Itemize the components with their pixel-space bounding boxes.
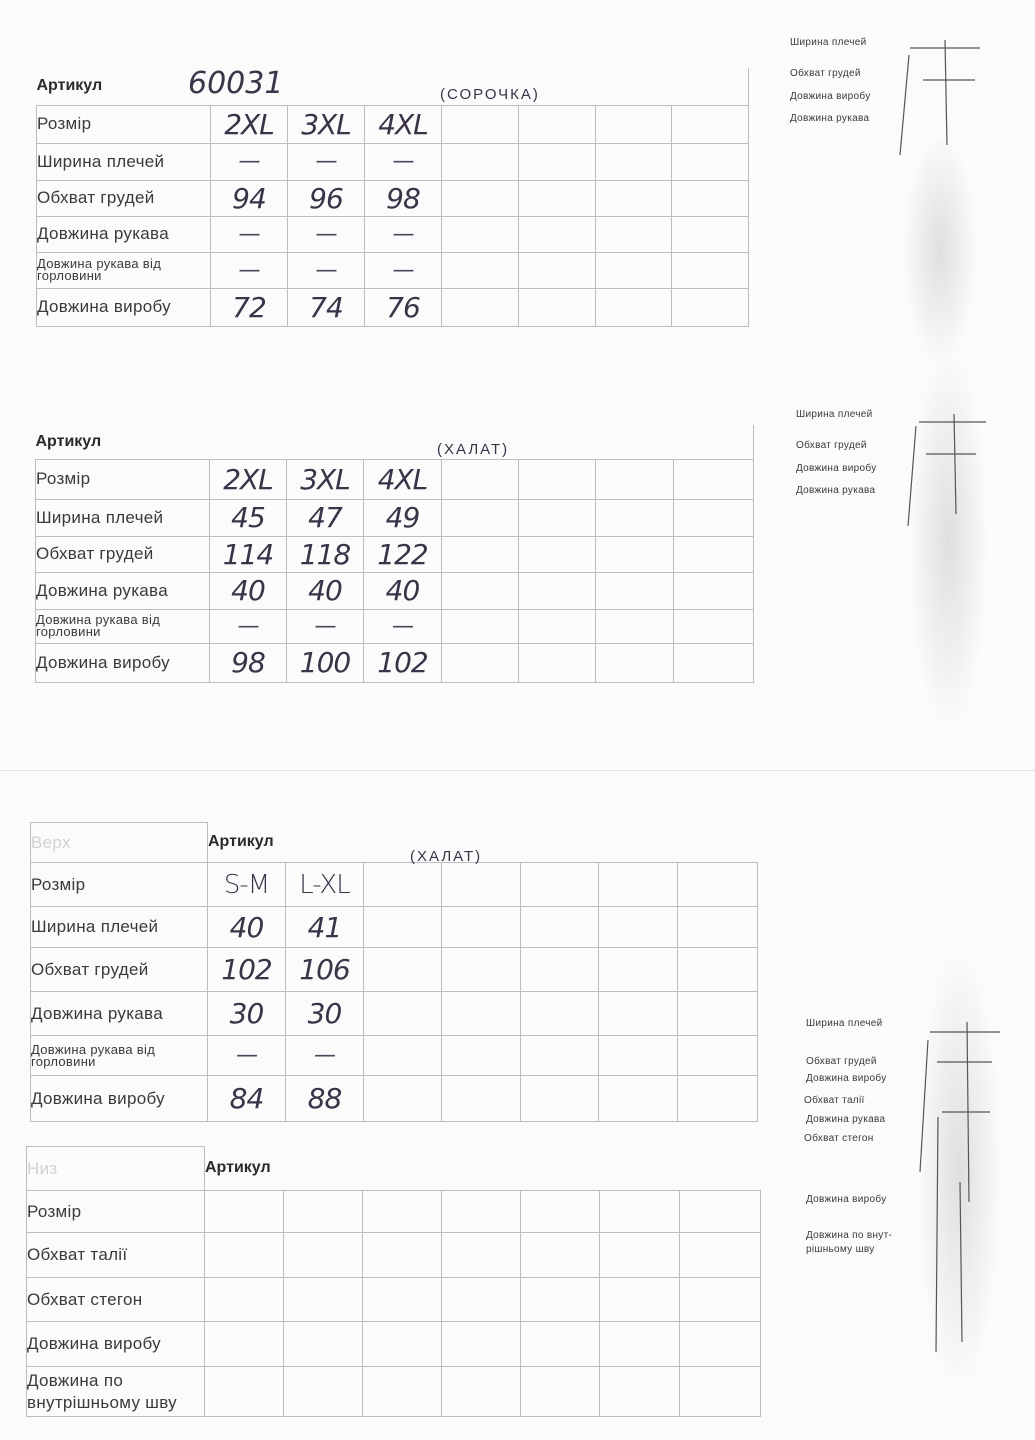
- diagram-label: Обхват талії: [804, 1095, 865, 1106]
- value-cell: 122: [364, 536, 442, 572]
- table-row: [36, 609, 754, 643]
- row-label: Довжина рукава від горловини: [37, 252, 211, 288]
- value-cell: 76: [365, 288, 442, 326]
- size-table-robe: [35, 425, 754, 683]
- article-number: 60031: [188, 66, 284, 101]
- size-cell: 4XL: [364, 459, 442, 499]
- size-cell: 3XL: [288, 105, 365, 143]
- article-header: [36, 425, 754, 459]
- row-label: Довжина рукава від горловини: [31, 1036, 208, 1076]
- size-table-bottom: [26, 1146, 761, 1417]
- value-cell: 106: [286, 948, 364, 992]
- row-label: Ширина плечей: [36, 499, 210, 536]
- diagram-label: Обхват стегон: [804, 1133, 874, 1144]
- table-row: [36, 459, 754, 499]
- value-cell: 88: [286, 1076, 364, 1122]
- value-cell: 102: [208, 948, 286, 992]
- diagram-label: Довжина по внут-: [806, 1230, 893, 1241]
- table-row: [37, 216, 749, 252]
- table-row: [36, 499, 754, 536]
- value-cell: —: [211, 143, 288, 180]
- value-cell: 100: [287, 643, 364, 682]
- measurement-diagram: [796, 400, 996, 720]
- row-label: Ширина плечей: [37, 143, 211, 180]
- value-cell: 49: [364, 499, 442, 536]
- measure-lines: [895, 40, 985, 180]
- value-cell: 30: [286, 992, 364, 1036]
- row-label: Розмір: [37, 105, 211, 143]
- table-row: [27, 1233, 761, 1278]
- size-cell: 3XL: [287, 459, 364, 499]
- value-cell: —: [288, 143, 365, 180]
- row-label: Розмір: [27, 1191, 205, 1233]
- size-table-shirt: [36, 68, 749, 327]
- table-row: [31, 863, 758, 907]
- value-cell: —: [364, 609, 442, 643]
- row-label: Обхват стегон: [27, 1278, 205, 1322]
- table-row: [31, 907, 758, 948]
- table-row: [27, 1147, 761, 1191]
- row-label: Довжина рукава: [36, 572, 210, 609]
- diagram-label: Довжина рукава: [806, 1114, 886, 1125]
- table-row: [31, 823, 758, 863]
- size-cell: 2XL: [211, 105, 288, 143]
- diagram-label: Довжина виробу: [796, 463, 877, 474]
- value-cell: —: [211, 252, 288, 288]
- value-cell: 40: [210, 572, 287, 609]
- table-row: [37, 68, 749, 105]
- table-row: [27, 1278, 761, 1322]
- row-label: Довжина рукава: [31, 992, 208, 1036]
- value-cell: 74: [288, 288, 365, 326]
- value-cell: 47: [287, 499, 364, 536]
- diagram-label: Обхват грудей: [796, 440, 867, 451]
- diagram-label: Ширина плечей: [806, 1018, 883, 1029]
- row-label: Довжина рукава: [37, 216, 211, 252]
- value-cell: 45: [210, 499, 287, 536]
- table-row: [37, 180, 749, 216]
- article-label: Артикул: [205, 1159, 271, 1177]
- article-header: [37, 68, 749, 105]
- section-label: Верх: [31, 823, 208, 863]
- value-cell: —: [365, 252, 442, 288]
- row-label: Обхват грудей: [37, 180, 211, 216]
- value-cell: —: [211, 216, 288, 252]
- size-cell: 2XL: [210, 459, 287, 499]
- diagram-label: Довжина рукава: [790, 113, 870, 124]
- row-label: Обхват талії: [27, 1233, 205, 1278]
- row-label: Обхват грудей: [36, 536, 210, 572]
- row-label: Довжина виробу: [37, 288, 211, 326]
- value-cell: 94: [211, 180, 288, 216]
- article-label: Артикул: [36, 77, 103, 95]
- size-cell: S-M: [208, 863, 286, 907]
- row-label: Обхват грудей: [31, 948, 208, 992]
- value-cell: —: [365, 143, 442, 180]
- measurement-diagram: [804, 960, 1024, 1400]
- value-cell: 72: [211, 288, 288, 326]
- table-row: [31, 948, 758, 992]
- value-cell: 30: [208, 992, 286, 1036]
- table-row: [27, 1367, 761, 1417]
- row-label: Довжина виробу: [36, 643, 210, 682]
- value-cell: 96: [288, 180, 365, 216]
- table-row: [37, 288, 749, 326]
- table-row: [37, 143, 749, 180]
- diagram-label: Обхват грудей: [790, 68, 861, 79]
- table-row: [37, 105, 749, 143]
- table-row: [27, 1322, 761, 1367]
- value-cell: —: [288, 252, 365, 288]
- table-row: [36, 643, 754, 682]
- value-cell: —: [287, 609, 364, 643]
- garment-note: (ХАЛАТ): [410, 848, 483, 865]
- article-header: [208, 823, 758, 863]
- size-cell: L-XL: [286, 863, 364, 907]
- table-row: [31, 1076, 758, 1122]
- value-cell: 118: [287, 536, 364, 572]
- table-row: [31, 992, 758, 1036]
- value-cell: 84: [208, 1076, 286, 1122]
- article-label: Артикул: [35, 432, 102, 450]
- value-cell: 41: [286, 907, 364, 948]
- measure-lines: [904, 414, 994, 534]
- measure-lines: [912, 1022, 1012, 1362]
- diagram-label: Довжина виробу: [806, 1073, 887, 1084]
- diagram-label: рішньому шву: [806, 1244, 875, 1255]
- diagram-label: Обхват грудей: [806, 1056, 877, 1067]
- value-cell: 114: [210, 536, 287, 572]
- diagram-label: Довжина виробу: [790, 91, 871, 102]
- value-cell: 40: [208, 907, 286, 948]
- article-header: [205, 1147, 761, 1191]
- diagram-label: Довжина виробу: [806, 1194, 887, 1205]
- measurement-diagram: [790, 30, 990, 350]
- value-cell: 102: [364, 643, 442, 682]
- row-label: Довжина виробу: [31, 1076, 208, 1122]
- row-label: Ширина плечей: [31, 907, 208, 948]
- row-label: Довжина рукава від горловини: [36, 609, 210, 643]
- diagram-label: Ширина плечей: [796, 409, 873, 420]
- table-row: [37, 252, 749, 288]
- table-row: [36, 572, 754, 609]
- value-cell: 98: [365, 180, 442, 216]
- value-cell: —: [286, 1036, 364, 1076]
- diagram-label: Довжина рукава: [796, 485, 876, 496]
- page-divider: [0, 770, 1035, 771]
- size-table-top: [30, 822, 758, 1122]
- value-cell: 98: [210, 643, 287, 682]
- row-label: Розмір: [36, 459, 210, 499]
- garment-note: (ХАЛАТ): [437, 441, 510, 458]
- row-label: Розмір: [31, 863, 208, 907]
- row-label: Довжина по внутрішньому шву: [27, 1367, 205, 1417]
- row-label: Довжина виробу: [27, 1322, 205, 1367]
- table-row: [36, 425, 754, 459]
- article-label: Артикул: [208, 833, 274, 851]
- section-label: Низ: [27, 1147, 205, 1191]
- value-cell: —: [210, 609, 287, 643]
- value-cell: —: [208, 1036, 286, 1076]
- table-row: [31, 1036, 758, 1076]
- value-cell: —: [288, 216, 365, 252]
- table-row: [36, 536, 754, 572]
- diagram-label: Ширина плечей: [790, 37, 867, 48]
- value-cell: —: [365, 216, 442, 252]
- size-cell: 4XL: [365, 105, 442, 143]
- table-row: [27, 1191, 761, 1233]
- garment-note: (СОРОЧКА): [440, 86, 540, 103]
- value-cell: 40: [287, 572, 364, 609]
- value-cell: 40: [364, 572, 442, 609]
